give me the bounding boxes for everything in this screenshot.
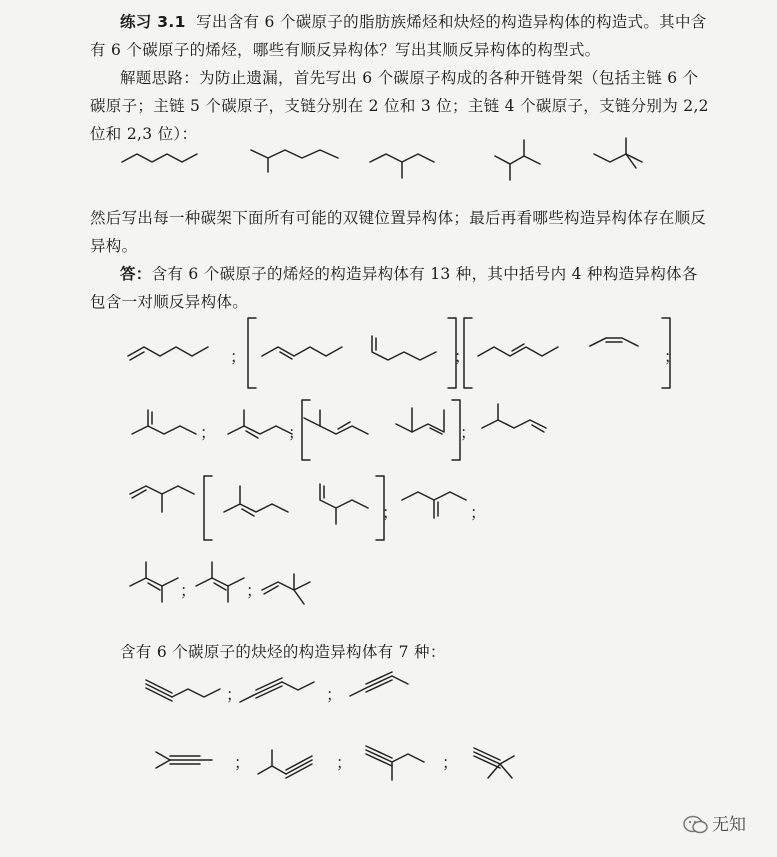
answer-alkyne-text: 含有 6 个碳原子的炔烃的构造异构体有 7 种： xyxy=(120,643,446,661)
separator: ； xyxy=(470,503,487,522)
answer-lead: 答： xyxy=(120,265,152,283)
separator: ； xyxy=(230,347,247,366)
3-methyl-1-pentyne xyxy=(366,746,424,780)
approach-text: 为防止遗漏，首先写出 6 个碳原子构成的各种开链骨架（包括主链 6 个碳原子；主链 5 个碳原子，支链分别在 2 位和 3 位；主链 4 个碳原子，支链分别为 2,2 位和 2,3 位）： xyxy=(90,69,709,143)
separator: ； xyxy=(460,423,477,442)
4-methyl-1-pentyne xyxy=(258,750,312,778)
exercise-question: 写出含有 6 个碳原子的脂肪族烯烃和炔烃的构造异构体的构造式。其中含有 6 个碳原子的烯烃，哪些有顺反异构体？写出其顺反异构体的构型式。 xyxy=(90,13,707,59)
3,3-dimethyl-1-butyne xyxy=(474,748,514,778)
3-hexyne xyxy=(350,672,408,696)
separator: ； xyxy=(664,347,681,366)
approach-lead: 解题思路： xyxy=(120,69,200,87)
separator: ； xyxy=(382,503,399,522)
separator: ； xyxy=(336,753,353,772)
approach-text-2: 然后写出每一种碳架下面所有可能的双键位置异构体；最后再看哪些构造异构体存在顺反异构。 xyxy=(90,209,707,255)
separator: ； xyxy=(234,753,251,772)
separator: ； xyxy=(200,423,217,442)
1-hexyne xyxy=(146,680,220,701)
answer-alkene-text: 含有 6 个碳原子的烯烃的构造异构体有 13 种，其中括号内 4 种构造异构体各包含一对顺反异构体。 xyxy=(90,265,698,311)
separator: ； xyxy=(226,685,243,704)
separator: ； xyxy=(326,685,343,704)
wechat-icon xyxy=(682,813,710,837)
separator: ； xyxy=(442,753,459,772)
separator: ； xyxy=(180,581,197,600)
4-methyl-2-pentyne xyxy=(156,752,212,768)
2-hexyne xyxy=(240,678,314,702)
exercise-number: 练习 3.1 xyxy=(120,13,186,31)
separator: ； xyxy=(246,581,263,600)
separator: ； xyxy=(288,423,305,442)
watermark-text: 无知 xyxy=(712,815,746,835)
separator: ； xyxy=(454,347,471,366)
